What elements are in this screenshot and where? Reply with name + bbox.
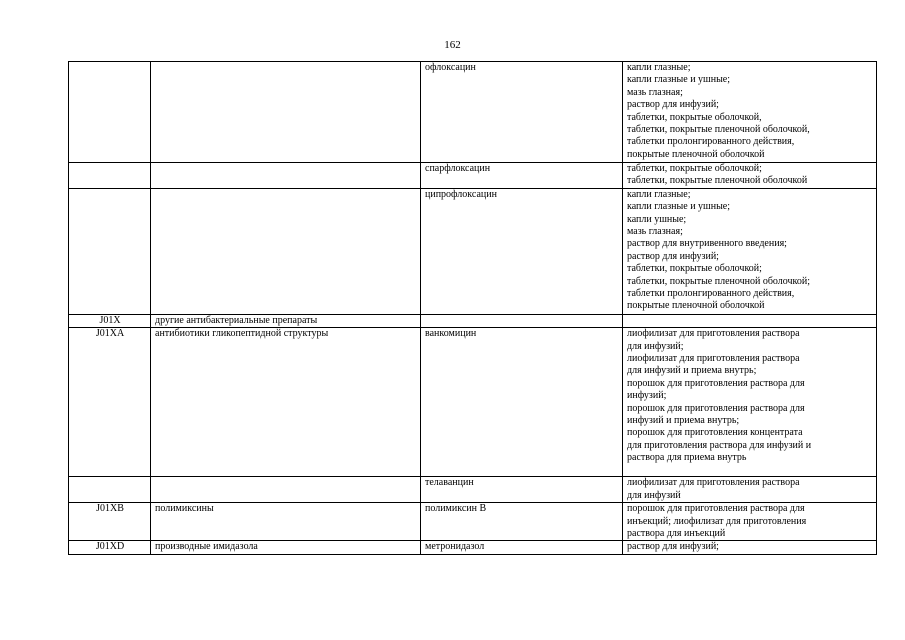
drug-name-cell: телаванцин — [421, 477, 623, 503]
dosage-form-line: таблетки, покрытые оболочкой; — [627, 163, 762, 174]
dosage-form-line: раствора для приема внутрь — [627, 452, 747, 464]
dosage-forms-cell — [623, 503, 877, 541]
drug-name-cell: офлоксацин — [421, 62, 623, 163]
dosage-form-line: раствор для инфузий; — [627, 99, 719, 111]
page-number: 162 — [444, 39, 461, 51]
dosage-forms-cell — [623, 188, 877, 314]
table-row — [69, 314, 877, 327]
dosage-form-line: лиофилизат для приготовления раствора — [627, 328, 800, 340]
table-row — [69, 188, 877, 314]
group-cell: полимиксины — [151, 503, 421, 541]
drug-name-cell: метронидазол — [421, 541, 623, 554]
group-cell: другие антибактериальные препараты — [151, 314, 421, 327]
atc-code-cell: J01XA — [69, 328, 151, 477]
dosage-forms-cell — [623, 477, 877, 503]
dosage-form-line: для инфузий и приема внутрь; — [627, 365, 757, 377]
dosage-form-line: капли глазные и ушные; — [627, 74, 731, 86]
dosage-forms-cell — [623, 328, 877, 477]
drug-name-cell — [421, 314, 623, 327]
group-cell: производные имидазола — [151, 541, 421, 554]
drug-name-cell: спарфлоксацин — [421, 163, 623, 189]
table-row — [69, 503, 877, 541]
dosage-form-line: таблетки, покрытые оболочкой; — [627, 263, 762, 275]
atc-code-cell — [69, 163, 151, 189]
group-cell: антибиотики гликопептидной структуры — [151, 328, 421, 477]
dosage-form-line: таблетки, покрытые пленочной оболочкой; — [627, 275, 811, 287]
dosage-form-line: капли глазные и ушные; — [627, 201, 731, 213]
dosage-form-line: раствора для инъекций — [627, 528, 726, 540]
dosage-form-line: инъекций; лиофилизат для приготовления — [627, 515, 807, 527]
dosage-form-line: лиофилизат для приготовления раствора — [627, 353, 800, 365]
dosage-form-line: капли глазные; — [627, 62, 691, 73]
group-cell — [151, 477, 421, 503]
dosage-form-line: таблетки пролонгированного действия, — [627, 288, 795, 300]
atc-code-cell: J01X — [69, 314, 151, 327]
dosage-form-line: раствор для инфузий; — [627, 250, 719, 262]
dosage-form-line: капли ушные; — [627, 213, 687, 225]
atc-code-cell: J01XD — [69, 541, 151, 554]
dosage-form-line: лиофилизат для приготовления раствора — [627, 477, 800, 489]
dosage-form-line: капли глазные; — [627, 188, 691, 200]
dosage-form-line: раствор для внутривенного введения; — [627, 238, 787, 250]
dosage-form-line: покрытые пленочной оболочкой — [627, 148, 765, 160]
dosage-form-line: для инфузий — [627, 489, 681, 501]
dosage-forms-cell — [623, 163, 877, 189]
dosage-form-line: мазь глазная; — [627, 226, 683, 238]
dosage-forms-cell — [623, 314, 877, 327]
dosage-form-line: для инфузий; — [627, 340, 684, 352]
group-cell — [151, 62, 421, 163]
dosage-form-line: таблетки, покрытые пленочной оболочкой, — [627, 124, 810, 136]
dosage-form-line: раствор для инфузий; — [627, 541, 719, 553]
dosage-form-line: порошок для приготовления концентрата — [627, 427, 803, 439]
group-cell — [151, 188, 421, 314]
table-row — [69, 328, 877, 477]
dosage-forms-cell — [623, 62, 877, 163]
dosage-form-line: таблетки пролонгированного действия, — [627, 136, 795, 148]
dosage-form-line: инфузий и приема внутрь; — [627, 415, 740, 427]
atc-code-cell — [69, 62, 151, 163]
dosage-form-line: покрытые пленочной оболочкой — [627, 300, 765, 312]
atc-code-cell — [69, 188, 151, 314]
dosage-form-line: порошок для приготовления раствора для — [627, 377, 805, 389]
drug-name-cell: ципрофлоксацин — [421, 188, 623, 314]
table-row — [69, 477, 877, 503]
dosage-form-line: порошок для приготовления раствора для — [627, 402, 805, 414]
group-cell — [151, 163, 421, 189]
drug-table — [68, 61, 877, 555]
dosage-form-line: для приготовления раствора для инфузий и — [627, 439, 812, 451]
dosage-form-line: таблетки, покрытые пленочной оболочкой — [627, 175, 808, 187]
dosage-form-line: таблетки, покрытые оболочкой, — [627, 111, 762, 123]
drug-name-cell: ванкомицин — [421, 328, 623, 477]
table-row — [69, 62, 877, 163]
table-row — [69, 541, 877, 554]
dosage-form-line: мазь глазная; — [627, 86, 683, 98]
dosage-form-line: порошок для приготовления раствора для — [627, 503, 805, 515]
atc-code-cell — [69, 477, 151, 503]
table-row — [69, 163, 877, 189]
dosage-forms-cell — [623, 541, 877, 554]
drug-name-cell: полимиксин В — [421, 503, 623, 541]
dosage-form-line: инфузий; — [627, 390, 667, 402]
atc-code-cell: J01XB — [69, 503, 151, 541]
